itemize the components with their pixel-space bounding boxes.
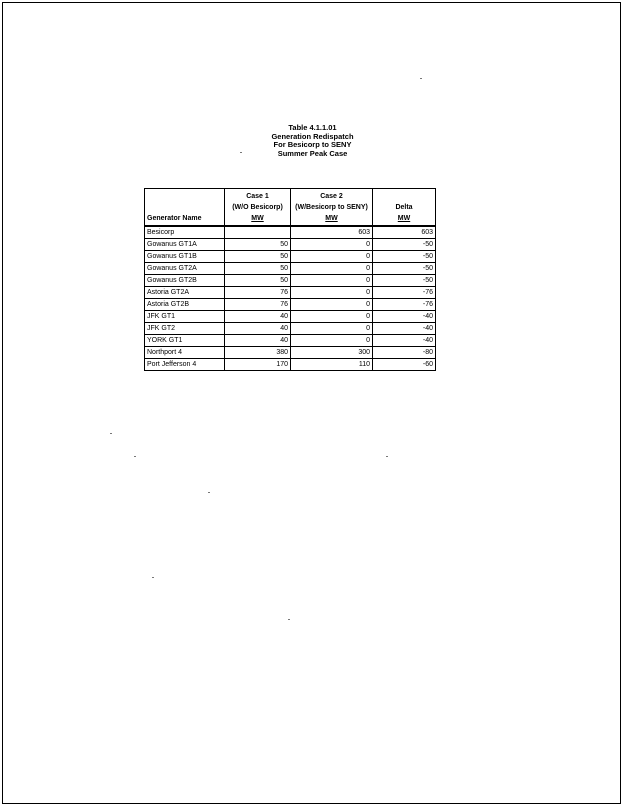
table-row — [145, 239, 436, 251]
generator-name-cell: Astoria GT2B — [145, 299, 225, 311]
scan-speck — [134, 456, 136, 457]
header-case2-unit: MW — [325, 215, 338, 222]
generator-name-cell: Gowanus GT2B — [145, 275, 225, 287]
table-row — [145, 311, 436, 323]
case1-mw-cell: 380 — [225, 347, 291, 359]
header-case2-desc: (W/Besicorp to SENY) — [295, 204, 368, 211]
header-row — [145, 189, 436, 227]
delta-mw-cell: -76 — [373, 287, 436, 299]
case1-mw-cell: 50 — [225, 239, 291, 251]
table-row — [145, 335, 436, 347]
delta-mw-cell: -50 — [373, 275, 436, 287]
case2-mw-cell: 0 — [291, 335, 373, 347]
scan-speck — [386, 456, 388, 457]
generator-name-cell: YORK GT1 — [145, 335, 225, 347]
case2-mw-cell: 0 — [291, 263, 373, 275]
case1-mw-cell — [225, 226, 291, 239]
header-case1-desc: (W/O Besicorp) — [232, 204, 283, 211]
case1-mw-cell: 40 — [225, 323, 291, 335]
header-generator-name: Generator Name — [145, 189, 225, 227]
table-row — [145, 323, 436, 335]
header-case2-label: Case 2 — [320, 193, 343, 200]
scan-speck — [208, 492, 210, 493]
generator-name-cell: Astoria GT2A — [145, 287, 225, 299]
delta-mw-cell: -50 — [373, 239, 436, 251]
delta-mw-cell: -40 — [373, 311, 436, 323]
generator-name-cell: Besicorp — [145, 226, 225, 239]
generator-name-cell: Gowanus GT1B — [145, 251, 225, 263]
header-delta — [373, 189, 436, 227]
scan-speck — [288, 619, 290, 620]
scan-speck — [152, 577, 154, 578]
generator-name-cell: JFK GT2 — [145, 323, 225, 335]
table-row — [145, 275, 436, 287]
case2-mw-cell: 603 — [291, 226, 373, 239]
generator-name-cell: Port Jefferson 4 — [145, 359, 225, 371]
delta-mw-cell: -40 — [373, 335, 436, 347]
delta-mw-cell: -50 — [373, 251, 436, 263]
delta-mw-cell: -60 — [373, 359, 436, 371]
delta-mw-cell: -40 — [373, 323, 436, 335]
header-case1 — [225, 189, 291, 227]
case1-mw-cell: 40 — [225, 335, 291, 347]
caption-table-number: Table 4.1.1.01 — [288, 123, 337, 132]
scan-speck — [240, 152, 242, 153]
case2-mw-cell: 0 — [291, 299, 373, 311]
table-row — [145, 287, 436, 299]
case2-mw-cell: 300 — [291, 347, 373, 359]
case1-mw-cell: 50 — [225, 275, 291, 287]
delta-mw-cell: 603 — [373, 226, 436, 239]
case2-mw-cell: 0 — [291, 239, 373, 251]
header-case2 — [291, 189, 373, 227]
generator-name-cell: Northport 4 — [145, 347, 225, 359]
table-caption — [0, 124, 625, 158]
caption-title: Generation Redispatch — [271, 131, 354, 141]
generation-redispatch-table — [144, 188, 436, 371]
table-row — [145, 347, 436, 359]
delta-mw-cell: -80 — [373, 347, 436, 359]
table-row — [145, 226, 436, 239]
case1-mw-cell: 40 — [225, 311, 291, 323]
header-delta-label: Delta — [395, 204, 413, 211]
generator-name-cell: Gowanus GT1A — [145, 239, 225, 251]
delta-mw-cell: -50 — [373, 263, 436, 275]
table-row — [145, 263, 436, 275]
table-row — [145, 359, 436, 371]
caption-case: Summer Peak Case — [277, 148, 348, 158]
header-case1-unit: MW — [251, 215, 264, 222]
header-delta-unit: MW — [397, 215, 411, 222]
scan-speck — [110, 433, 112, 434]
case2-mw-cell: 0 — [291, 287, 373, 299]
table-body — [145, 226, 436, 371]
case2-mw-cell: 0 — [291, 251, 373, 263]
case1-mw-cell: 50 — [225, 251, 291, 263]
case2-mw-cell: 110 — [291, 359, 373, 371]
table-row — [145, 299, 436, 311]
generator-name-cell: JFK GT1 — [145, 311, 225, 323]
case2-mw-cell: 0 — [291, 311, 373, 323]
generator-name-cell: Gowanus GT2A — [145, 263, 225, 275]
case1-mw-cell: 170 — [225, 359, 291, 371]
case2-mw-cell: 0 — [291, 275, 373, 287]
scan-speck — [420, 78, 422, 79]
case2-mw-cell: 0 — [291, 323, 373, 335]
case1-mw-cell: 76 — [225, 287, 291, 299]
caption-subtitle: For Besicorp to SENY — [273, 140, 352, 150]
case1-mw-cell: 76 — [225, 299, 291, 311]
table-row — [145, 251, 436, 263]
header-case1-label: Case 1 — [246, 193, 269, 200]
case1-mw-cell: 50 — [225, 263, 291, 275]
delta-mw-cell: -76 — [373, 299, 436, 311]
